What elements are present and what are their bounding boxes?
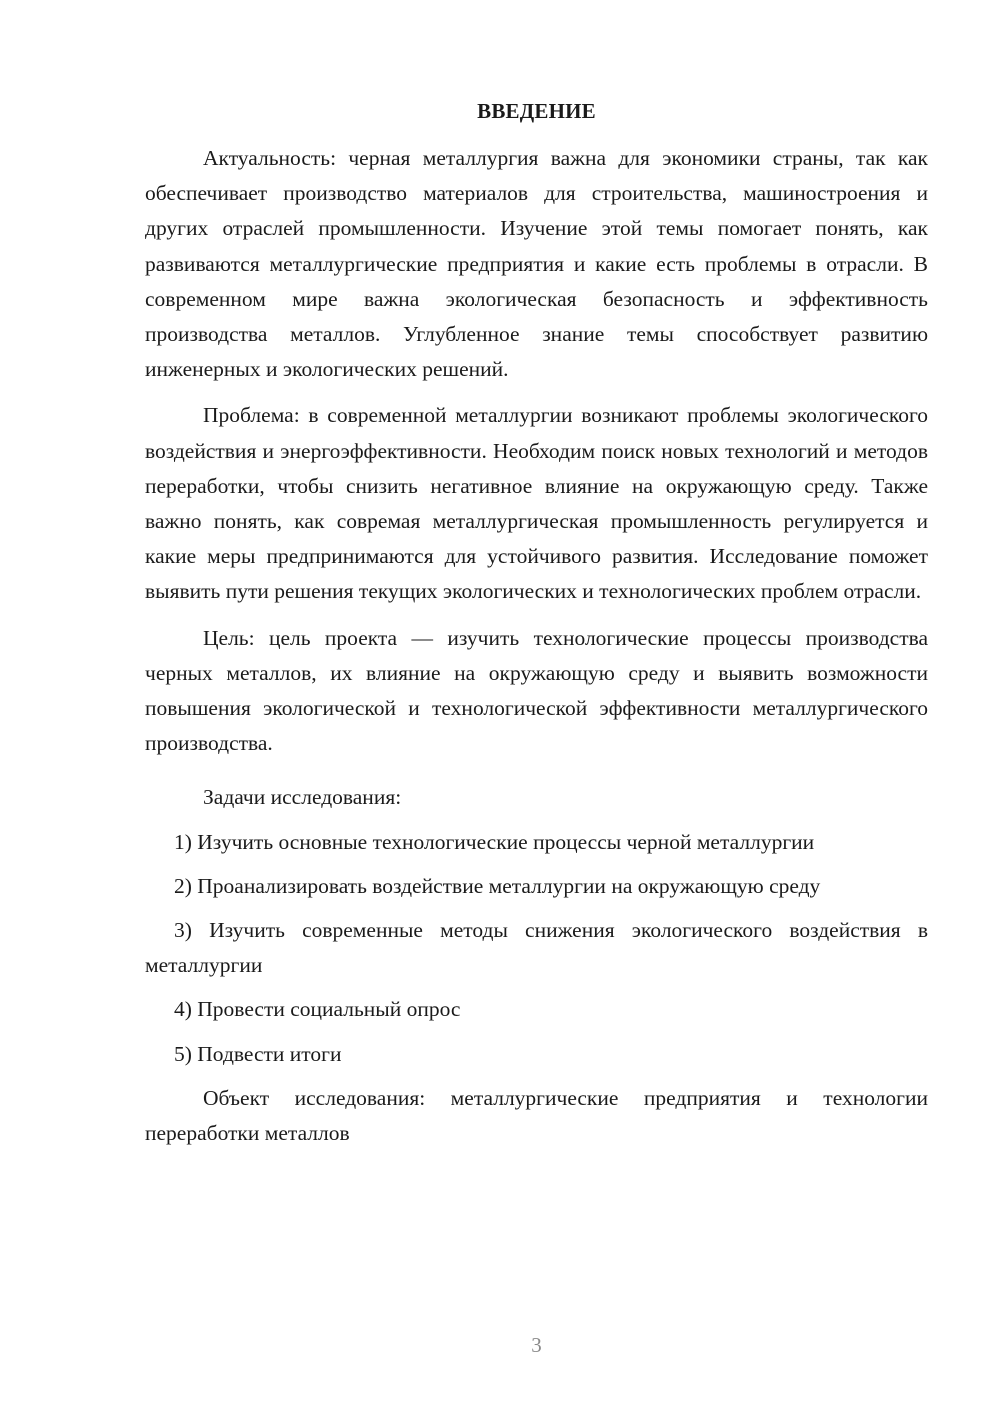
task-item-2: 2) Проанализировать воздействие металлургии на окружающую среду (174, 873, 821, 898)
task-item-3: 3) Изучить современные методы снижения экологического воздействия в металлургии (145, 918, 928, 978)
goal-paragraph: Цель: цель проекта — изучить технологические процессы производства черных металлов, их влияние на окружающую среду и выявить возможности повышения экологической и технологической эффективности металлургического производства. (145, 625, 928, 756)
task-item-1: 1) Изучить основные технологические процессы черной металлургии (174, 829, 815, 854)
section-title: ВВЕДЕНИЕ (477, 99, 596, 123)
tasks-heading: Задачи исследования: (203, 785, 402, 810)
task-item-5: 5) Подвести итоги (174, 1041, 342, 1066)
page-number: 3 (531, 1333, 542, 1357)
relevance-paragraph: Актуальность: черная металлургия важна для экономики страны, так как обеспечивает производство материалов для строительства, машиностроения и других отраслей промышленности. Изучение этой темы помогает понять, как развиваются металлургические предприятия и какие есть проблемы в отрасли. В современном мире важна экологическая безопасность и эффективность производства металлов. Углубленное знание темы способствует развитию инженерных и экологических решений. (145, 146, 928, 382)
problem-paragraph: Проблема: в современной металлургии возникают проблемы экологического воздействия и энергоэффективности. Необходим поиск новых технологий и методов переработки, чтобы снизить негативное влияние на окружающую среду. Также важно понять, как совремая металлургическая промышленность регулируется и какие меры предпринимаются для устойчивого развития. Исследование поможет выявить пути решения текущих экологических и технологических проблем отрасли. (145, 403, 928, 604)
object-paragraph: Объект исследования: металлургические предприятия и технологии переработки металлов (145, 1085, 928, 1146)
document-body (145, 141, 928, 1151)
task-item-4: 4) Провести социальный опрос (174, 997, 461, 1022)
document-page (145, 0, 928, 1414)
